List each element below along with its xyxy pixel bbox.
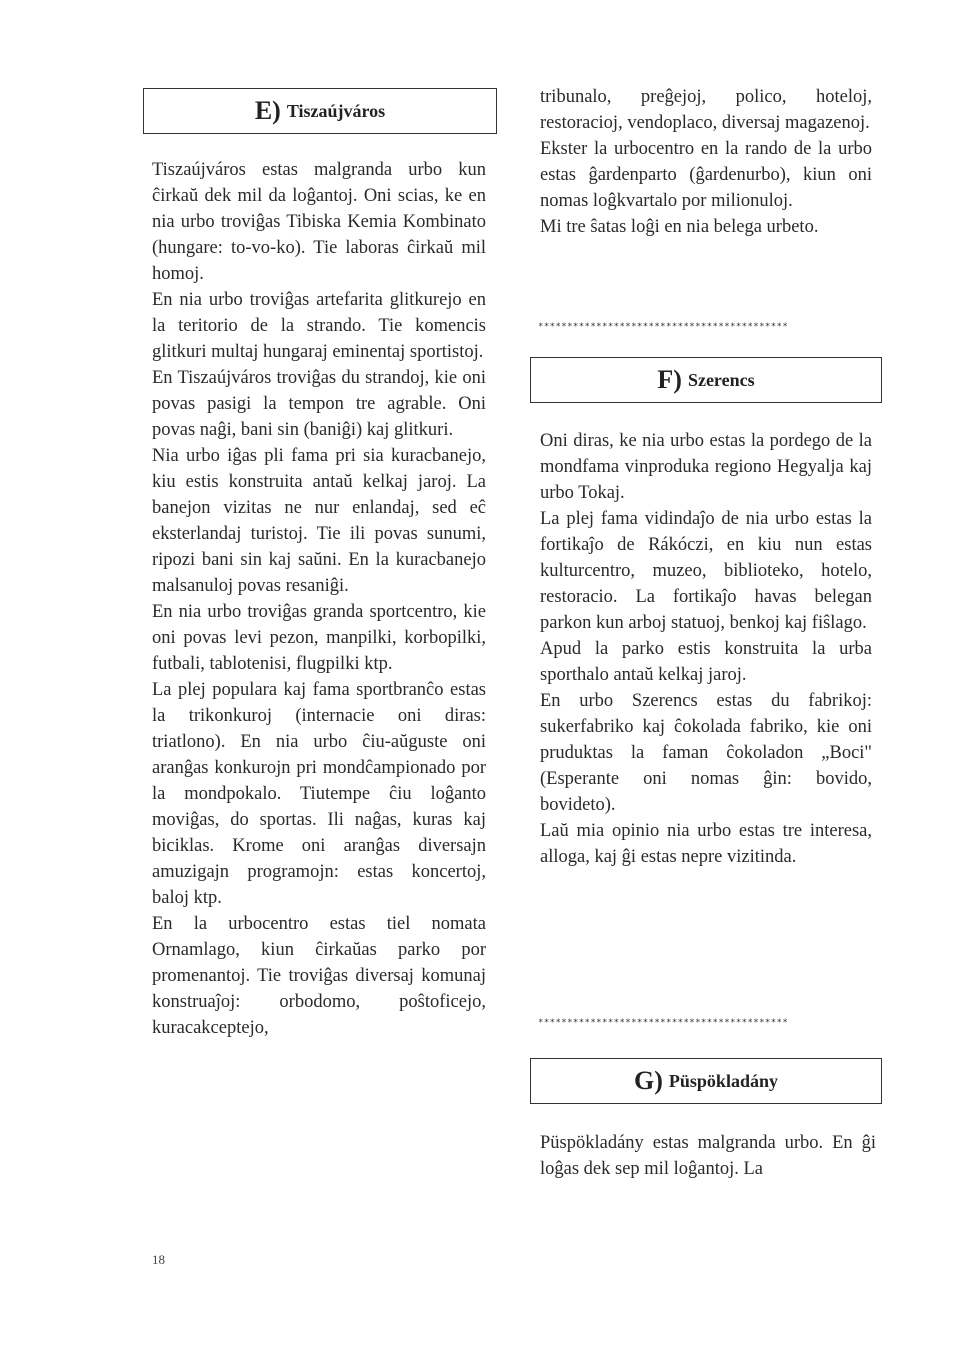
section-body-tiszaujvaros [152,157,486,1041]
paragraph: La plej populara kaj fama sportbranĉo estas la trikonkuroj (internacie oni diras: triatlono). En nia urbo ĉiu-aŭguste oni aranĝas konkurojn pri mondĉampionado por la mondpokalo. Tiutempe ĉiu loĝanto moviĝas, do sportas. Ili naĝas, kuras kaj biciklas. Krome oni aranĝas diversajn amuzigajn programojn: estas koncertoj, baloj ktp. [152,680,486,908]
page-number: 18 [152,1252,165,1267]
section-letter: G) [634,1066,663,1095]
paragraph: Oni diras, ke nia urbo estas la pordego de la mondfama vinproduka regiono Hegyalja kaj urbo Tokaj. [540,431,872,503]
paragraph: tribunalo, preĝejoj, polico, hoteloj, restoracioj, vendoplaco, diversaj magazenoj. [540,87,872,133]
section-letter: E) [254,96,281,125]
section-heading-puspokladany [530,1058,882,1104]
section-body-szerencs [540,428,872,870]
paragraph: En nia urbo troviĝas granda sportcentro, kie oni povas levi pezon, manpilki, korbopilki, futbali, tablotenisi, flugpilki ktp. [152,602,486,674]
paragraph: Püspökladány estas malgranda urbo. En ĝi loĝas dek sep mil loĝantoj. La [540,1133,876,1179]
paragraph: En Tiszaújváros troviĝas du strandoj, kie oni povas pasigi la tempon tre agrable. Oni povas naĝi, bani sin (baniĝi) kaj glitkuri. [152,368,486,440]
paragraph: En nia urbo troviĝas artefarita glitkurejo en la teritorio de la strando. Tie komencis glitkuri multaj hungaraj eminentaj sportistoj. [152,290,486,362]
separator-stars: ******************************************* [538,1018,789,1028]
paragraph: En urbo Szerencs estas du fabrikoj: sukerfabriko kaj ĉokolada fabriko, kie oni pruduktas la faman ĉokoladon „Boci" (Esperante oni nomas ĝin: bovido, bovideto). [540,691,872,815]
section-title: Szerencs [687,369,755,390]
separator-stars: ******************************************* [538,322,789,332]
paragraph: Mi tre ŝatas loĝi en nia belega urbeto. [540,217,819,237]
section-heading-tiszaujvaros [143,88,497,134]
paragraph: Nia urbo iĝas pli fama pri sia kuracbanejo, kiu estis konstruita antaŭ kelkaj jaroj. La banejon vizitas ne nur enlandaj, sed eĉ eksterlandaj turistoj. Tie ili povas sunumi, ripozi bani sin kaj saŭni. En la kuracbanejo malsanuloj povas resaniĝi. [152,446,486,596]
section-body-puspokladany [540,1130,876,1182]
section-body-tiszaujvaros-continued [540,84,872,240]
section-heading-szerencs [530,357,882,403]
section-letter: F) [657,365,682,394]
paragraph: Ekster la urbocentro en la rando de la urbo estas ĝardenparto (ĝardenurbo), kiun oni nomas loĝkvartalo por milionuloj. [540,139,872,211]
section-title: Püspökladány [668,1070,778,1091]
paragraph: Laŭ mia opinio nia urbo estas tre interesa, alloga, kaj ĝi estas nepre vizitinda. [540,821,872,867]
paragraph: Apud la parko estis konstruita la urba sporthalo antaŭ kelkaj jaroj. [540,639,872,685]
paragraph: Tiszaújváros estas malgranda urbo kun ĉirkaŭ dek mil da loĝantoj. Oni scias, ke en nia urbo troviĝas Tibiska Kemia Kombinato (hungare: to-vo-ko). Tie laboras ĉirkaŭ mil homoj. [152,160,486,284]
section-title: Tiszaújváros [286,100,386,121]
paragraph: La plej fama vidindaĵo de nia urbo estas la fortikaĵo de Rákóczi, en kiu nun estas kulturcentro, muzeo, biblioteko, hotelo, restoracio. La fortikaĵo havas belegan parkon kun arboj statuoj, benkoj kaj fiŝlago. [540,509,872,633]
paragraph: En la urbocentro estas tiel nomata Ornamlago, kiun ĉirkaŭas parko por promenantoj. Tie troviĝas diversaj komunaj konstruaĵoj: orbodomo, poŝtoficejo, kuracakceptejo, [152,914,486,1038]
